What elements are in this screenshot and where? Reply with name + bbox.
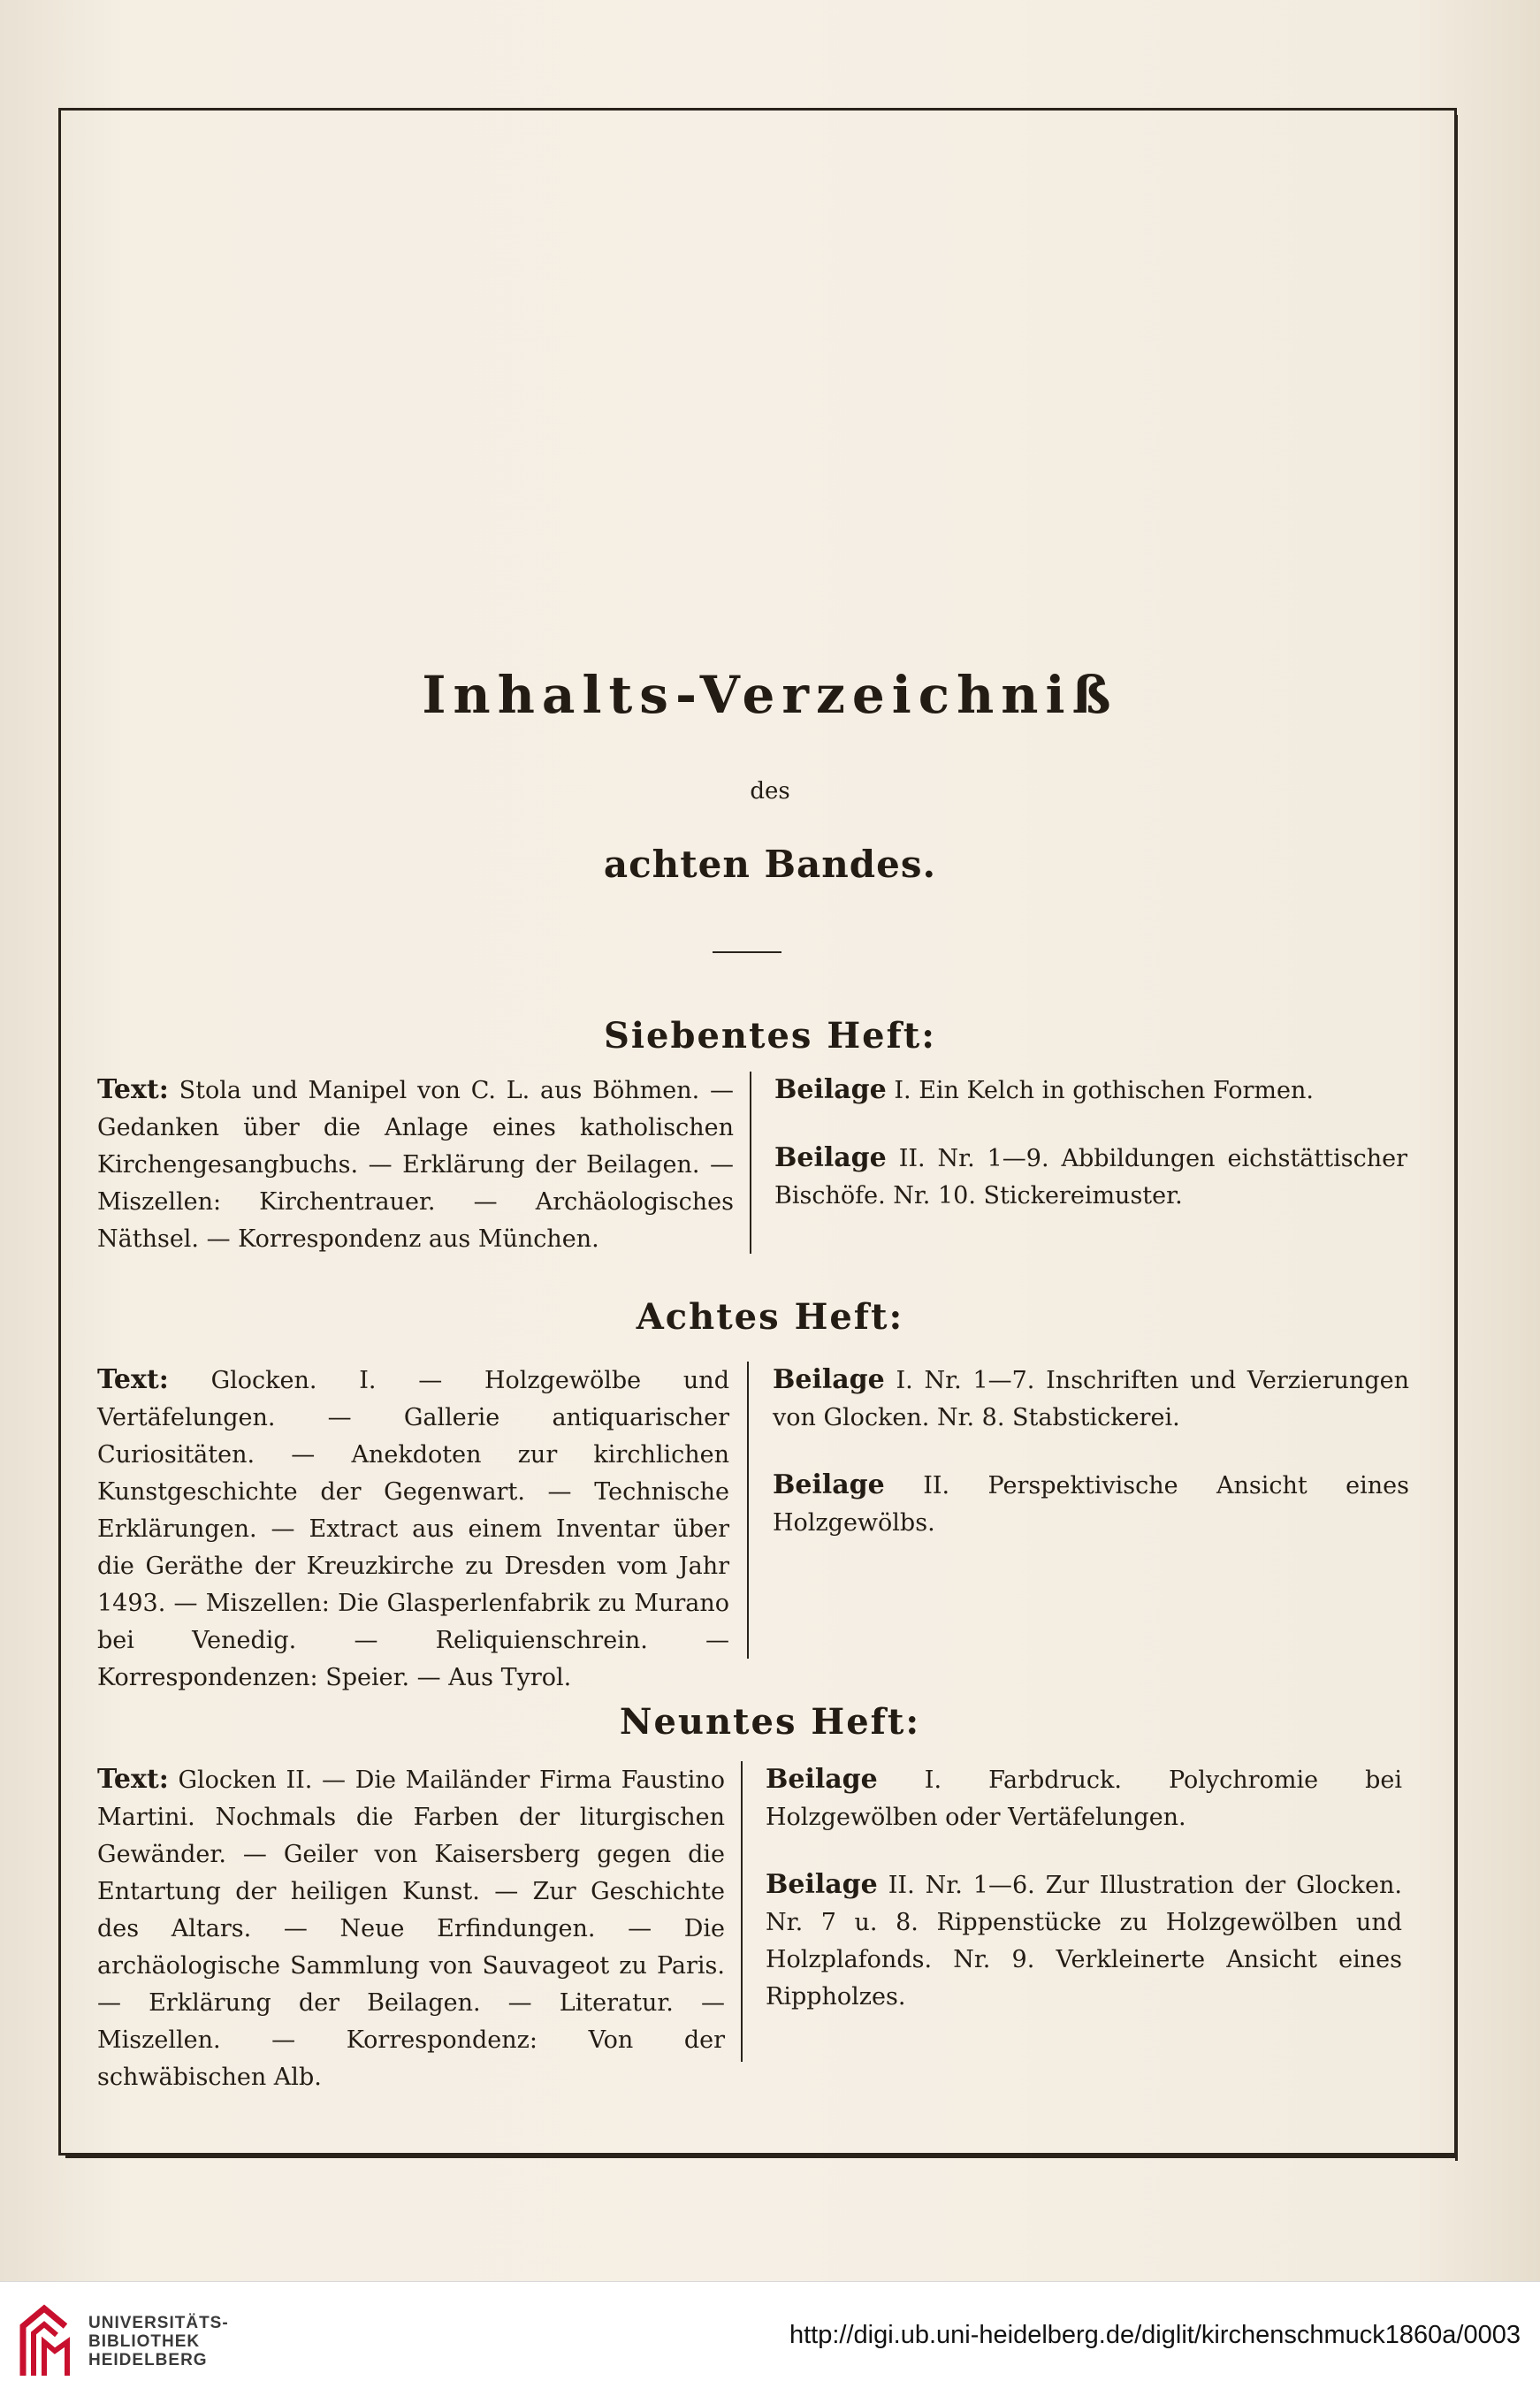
- section-beilagen-siebentes: [774, 1072, 1407, 1215]
- beilage-text: Nr. 1—9. Abbildungen eichstättischer Bischöfe. Nr. 10. Stickereimuster.: [774, 1145, 1407, 1209]
- beilage-label: Beilage: [766, 1869, 878, 1900]
- beilage-number: I.: [894, 1077, 911, 1104]
- beilage-label: Beilage: [774, 1074, 887, 1105]
- library-name-line: UNIVERSITÄTS-: [88, 2314, 229, 2332]
- permalink-url[interactable]: http://digi.ub.uni-heidelberg.de/diglit/kirchenschmuck1860a/0003: [789, 2321, 1521, 2349]
- section-text-neuntes: [97, 1761, 725, 2096]
- beilage-text: Farbdruck. Polychromie bei Holzgewölben oder Vertäfelungen.: [766, 1766, 1402, 1831]
- beilage-label: Beilage: [773, 1469, 885, 1500]
- beilage-text: Nr. 1—7. Inschriften und Verzierungen von Glocken. Nr. 8. Stabstickerei.: [773, 1367, 1409, 1431]
- beilage-label: Beilage: [766, 1764, 878, 1795]
- beilage-text: Nr. 1—6. Zur Illustration der Glocken. Nr. 7 u. 8. Rippenstücke zu Holzgewölben und Holzplafonds. Nr. 9. Verkleinerte Ansicht eines Rippholzes.: [766, 1872, 1402, 2011]
- beilage-number: II.: [898, 1145, 926, 1172]
- beilage-number: II.: [888, 1872, 915, 1899]
- section-beilagen-achtes: [773, 1362, 1409, 1542]
- text-content: Glocken II. — Die Mailänder Firma Faustino Martini. Nochmals die Farben der liturgischen Gewänder. — Geiler von Kaisersberg gegen die Entartung der heiligen Kunst. — Zur Geschichte des Altars. — Neue Erfindungen. — Die archäologische Sammlung von Sauvageot zu Paris. — Erklärung der Beilagen. — Literatur. — Miszellen. — Korrespondenz: Von der schwäbischen Alb.: [97, 1766, 725, 2091]
- digitization-footer: [0, 2281, 1540, 2396]
- column-divider: [747, 1362, 749, 1659]
- text-label: Text:: [97, 1074, 169, 1105]
- text-content: Glocken. I. — Holzgewölbe und Vertäfelungen. — Gallerie antiquarischer Curiositäten. — Anekdoten zur kirchlichen Kunstgeschichte der Gegenwart. — Technische Erklärungen. — Extract aus einem Inventar über die Geräthe der Kreuzkirche zu Dresden vom Jahr 1493. — Miszellen: Die Glasperlenfabrik zu Murano bei Venedig. — Reliquienschrein. — Korrespondenzen: Speier. — Aus Tyrol.: [97, 1367, 729, 1691]
- section-text-siebentes: [97, 1072, 734, 1258]
- beilage-text: Perspektivische Ansicht eines Holzgewölbs.: [773, 1472, 1410, 1537]
- text-label: Text:: [97, 1364, 169, 1395]
- page-title: Inhalts-Verzeichniß: [422, 665, 1118, 725]
- section-beilagen-neuntes: [766, 1761, 1402, 2016]
- beilage-text: Ein Kelch in gothischen Formen.: [919, 1077, 1314, 1104]
- beilage-label: Beilage: [774, 1142, 887, 1173]
- title-connector: des: [750, 778, 790, 805]
- section-heading-siebentes: Siebentes Heft:: [603, 1015, 937, 1057]
- frame-shadow-right: [1455, 115, 1458, 2161]
- section-text-achtes: [97, 1362, 729, 1697]
- beilage-number: II.: [923, 1472, 950, 1499]
- library-name-line: HEIDELBERG: [88, 2351, 208, 2369]
- column-divider: [741, 1761, 743, 2062]
- column-divider: [750, 1072, 751, 1254]
- beilage-label: Beilage: [773, 1364, 885, 1395]
- page-subtitle: achten Bandes.: [603, 843, 937, 886]
- library-name-line: BIBLIOTHEK: [88, 2332, 201, 2351]
- title-divider: [713, 951, 781, 953]
- text-content: Stola und Manipel von C. L. aus Böhmen. — Gedanken über die Anlage eines katholischen Kirchengesangbuchs. — Erklärung der Beilagen. — Miszellen: Kirchentrauer. — Archäologisches Näthsel. — Korrespondenz aus München.: [97, 1077, 734, 1253]
- library-logo-icon[interactable]: [18, 2301, 72, 2381]
- section-heading-neuntes: Neuntes Heft:: [619, 1701, 921, 1743]
- beilage-number: I.: [896, 1367, 913, 1394]
- text-label: Text:: [97, 1764, 169, 1795]
- library-name[interactable]: [88, 2314, 229, 2369]
- beilage-number: I.: [924, 1766, 942, 1794]
- frame-shadow-bottom: [65, 2156, 1458, 2158]
- section-heading-achtes: Achtes Heft:: [636, 1296, 904, 1338]
